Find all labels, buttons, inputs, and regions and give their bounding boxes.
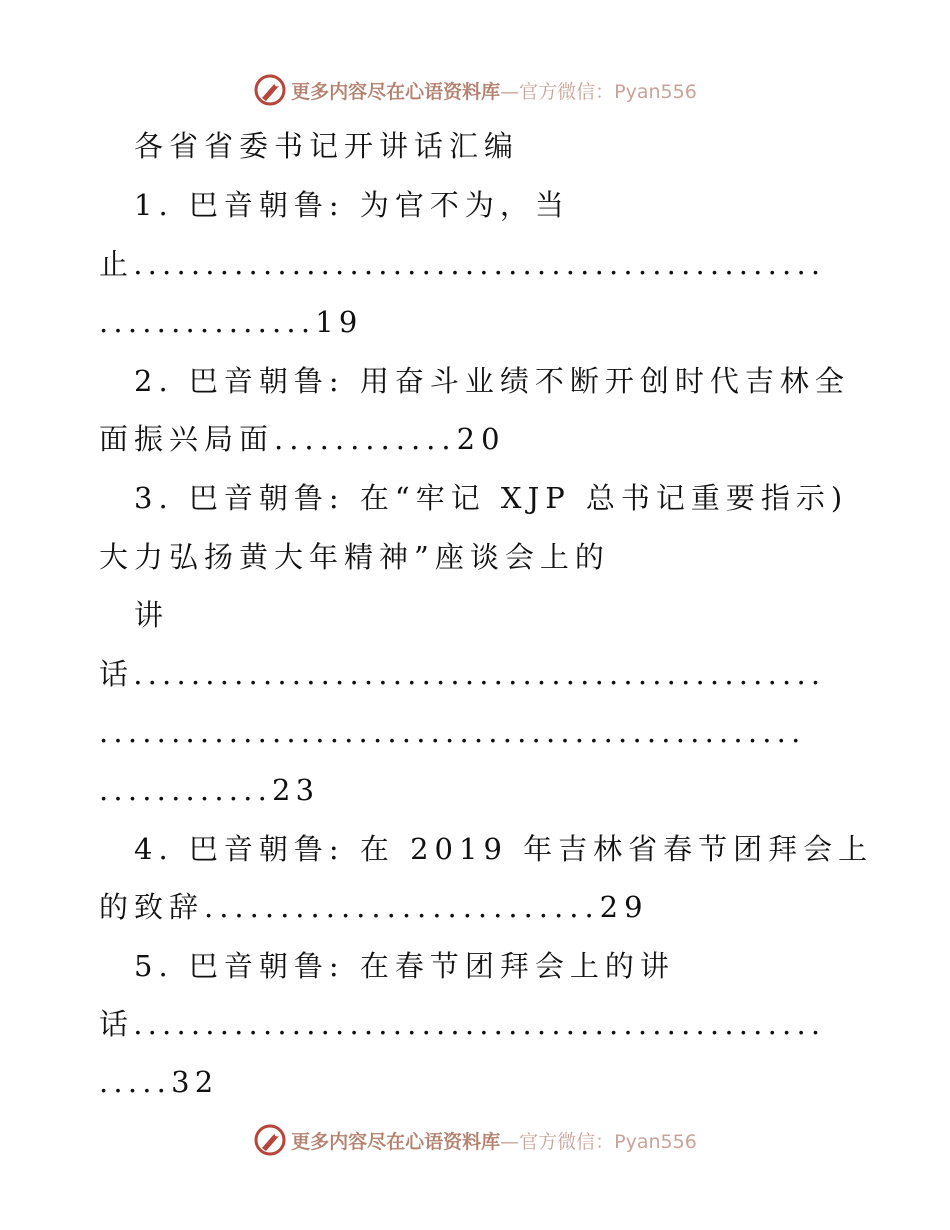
footer-watermark: [0, 1120, 950, 1160]
toc-line-6: 3. 巴音朝鲁: 在“牢记 XJP 总书记重要指示): [134, 481, 849, 515]
toc-line-4: 2. 巴音朝鲁: 用奋斗业绩不断开创时代吉林全: [134, 364, 850, 398]
header-watermark: [0, 70, 950, 110]
toc-line-11: ............23: [99, 773, 320, 807]
toc-line-2: 止................................................: [99, 247, 826, 281]
watermark-text: [291, 77, 697, 104]
toc-line-10: .................................................: [99, 715, 806, 749]
document-title: 各省省委书记开讲话汇编: [134, 129, 520, 163]
toc-line-8: 讲: [134, 598, 170, 632]
watermark-wechat-text: 官方微信：Pyan556: [519, 80, 697, 103]
toc-line-16: .....32: [99, 1065, 219, 1099]
watermark-text: [291, 1127, 697, 1154]
watermark-site-text: 更多内容尽在心语资料库: [291, 1130, 501, 1153]
pen-circle-logo-icon: [253, 1123, 287, 1157]
watermark-wechat-text: 官方微信：Pyan556: [519, 1130, 697, 1153]
toc-line-5: 面振兴局面............20: [99, 422, 506, 456]
watermark-dash: —: [500, 80, 520, 103]
toc-line-12: 4. 巴音朝鲁: 在 2019 年吉林省春节团拜会上: [134, 832, 874, 866]
toc-line-14: 5. 巴音朝鲁: 在春节团拜会上的讲: [134, 949, 675, 983]
pen-circle-logo-icon: [253, 73, 287, 107]
toc-line-15: 话................................................: [99, 1007, 826, 1041]
toc-line-1: 1. 巴音朝鲁: 为官不为，当: [134, 188, 570, 222]
watermark-dash: —: [500, 1130, 520, 1153]
toc-line-13: 的致辞..........................29: [99, 890, 649, 924]
toc-line-3: ...............19: [99, 305, 363, 339]
watermark-site-text: 更多内容尽在心语资料库: [291, 80, 501, 103]
toc-line-9: 话................................................: [99, 657, 826, 691]
toc-line-7: 大力弘扬黄大年精神”座谈会上的: [99, 540, 610, 574]
